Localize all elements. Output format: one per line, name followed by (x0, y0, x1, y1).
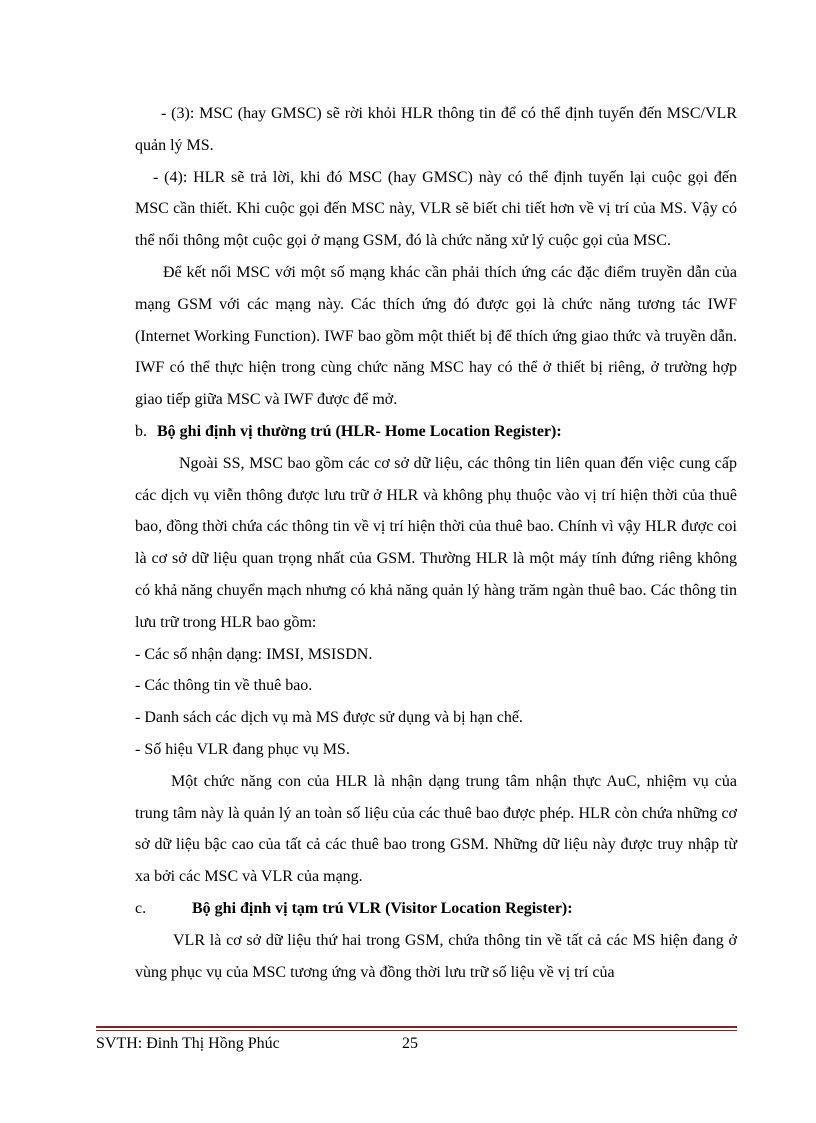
paragraph-iwf: Để kết nối MSC với một số mạng khác cần phải thích ứng các đặc điểm truyền dẫn của mạng GSM với các mạng này. Các thích ứng đó được gọi là chức năng tương tác IWF (Internet Working Function). IWF bao gồm một thiết bị để thích ứng giao thức và truyền dẫn. IWF có thể thực hiện trong cùng chức năng MSC hay có thể ở thiết bị riêng, ở trường hợp giao tiếp giữa MSC và IWF được để mở. (135, 263, 737, 409)
section-marker-b: b. (135, 422, 147, 440)
list-item: - Số hiệu VLR đang phục vụ MS. (135, 740, 350, 758)
section-title-vlr: Bộ ghi định vị tạm trú VLR (Visitor Location Register): (192, 899, 573, 917)
section-heading-vlr (135, 893, 737, 925)
footer-divider (96, 1026, 737, 1031)
paragraph-vlr-intro: VLR là cơ sở dữ liệu thứ hai trong GSM, chứa thông tin về tất cả các MS hiện đang ở vùng phục vụ của MSC tương ứng và đồng thời lưu trữ số liệu về vị trí của (135, 931, 737, 981)
section-heading-hlr (135, 416, 737, 448)
page-body (135, 98, 737, 988)
page-number: 25 (402, 1035, 418, 1052)
section-marker-c: c. (135, 899, 147, 917)
paragraph-hlr-auc: Một chức năng con của HLR là nhận dạng trung tâm nhận thực AuC, nhiệm vụ của trung tâm này là quản lý an toàn số liệu của các thuê bao được phép. HLR còn chứa những cơ sở dữ liệu bậc cao của tất cả các thuê bao trong GSM. Những dữ liệu này được truy nhập từ xa bởi các MSC và VLR của mạng. (135, 772, 737, 886)
footer-author: SVTH: Đinh Thị Hồng Phúc (96, 1035, 280, 1052)
list-item: - Các thông tin về thuê bao. (135, 677, 313, 695)
section-title-hlr: Bộ ghi định vị thường trú (HLR- Home Location Register): (157, 422, 562, 440)
paragraph-hlr-intro: Ngoài SS, MSC bao gồm các cơ sở dữ liệu, các thông tin liên quan đến việc cung cấp các dịch vụ viễn thông được lưu trữ ở HLR và không phụ thuộc vào vị trí hiện thời của thuê bao, đồng thời chứa các thông tin về vị trí hiện thời của thuê bao. Chính vì vậy HLR được coi là cơ sở dữ liệu quan trọng nhất của GSM. Thường HLR là một máy tính đứng riêng không có khả năng chuyển mạch nhưng có khả năng quản lý hàng trăm ngàn thuê bao. Các thông tin lưu trữ trong HLR bao gồm: (135, 454, 737, 631)
paragraph-step-4: - (4): HLR sẽ trả lời, khi đó MSC (hay GMSC) này có thể định tuyến lại cuộc gọi đến MSC cần thiết. Khi cuộc gọi đến MSC này, VLR sẽ biết chi tiết hơn về vị trí của MS. Vậy có thể nối thông một cuộc gọi ở mạng GSM, đó là chức năng xử lý cuộc gọi của MSC. (135, 168, 737, 250)
list-item: - Các số nhận dạng: IMSI, MSISDN. (135, 645, 373, 663)
list-item: - Danh sách các dịch vụ mà MS được sử dụng và bị hạn chế. (135, 709, 523, 727)
paragraph-step-3: - (3): MSC (hay GMSC) sẽ rời khỏi HLR thông tin để có thể định tuyến đến MSC/VLR quản lý MS. (135, 105, 737, 154)
